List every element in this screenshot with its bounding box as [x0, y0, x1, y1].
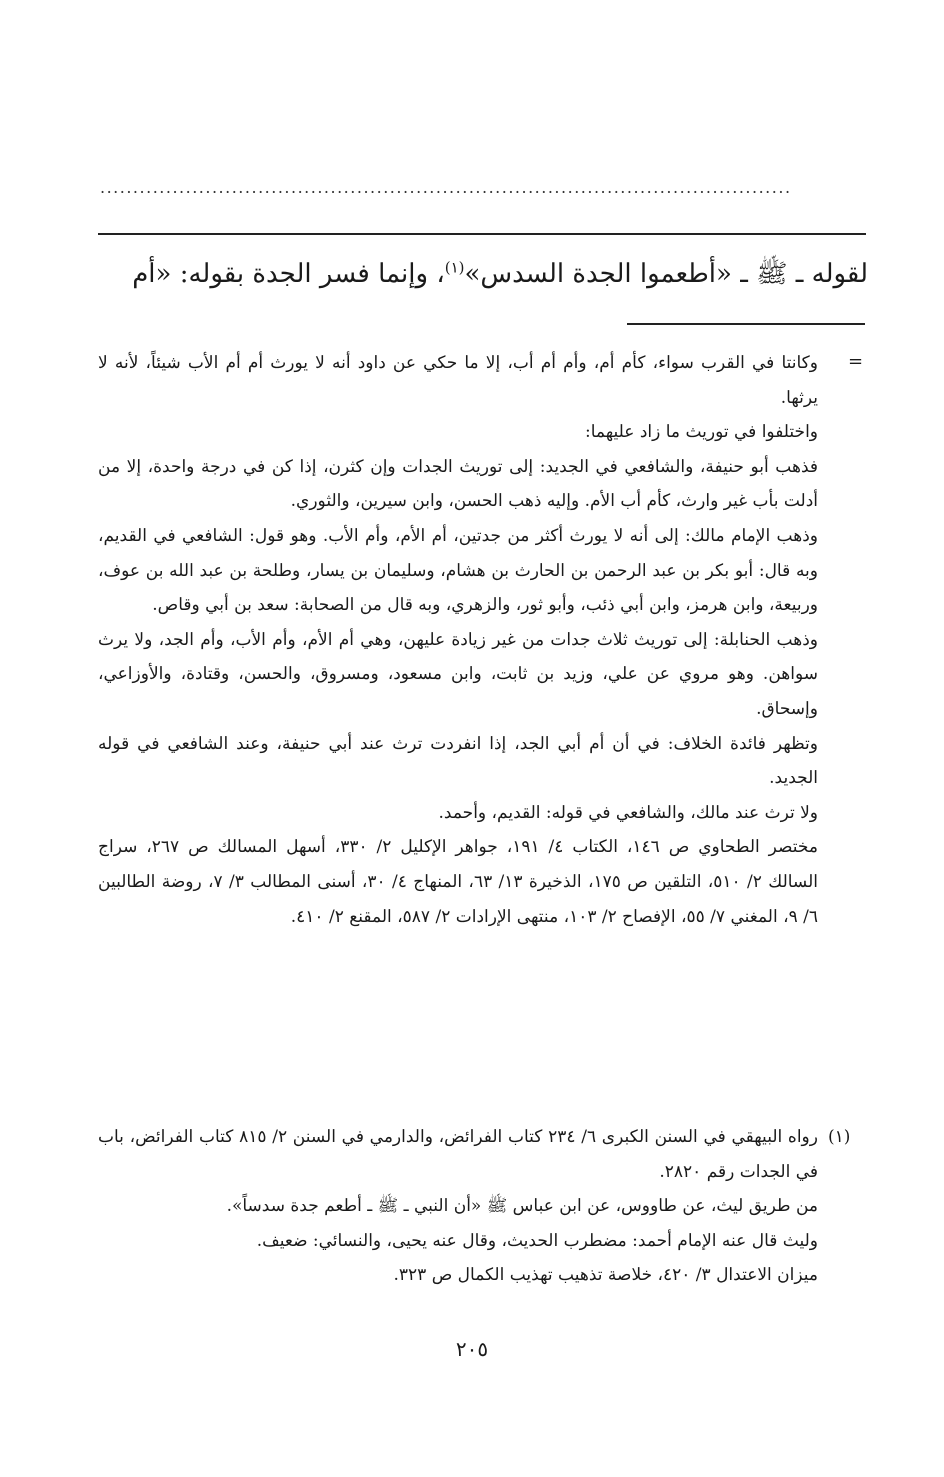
footnote-paragraph: من طريق ليث، عن طاووس، عن ابن عباس ﷺ «أن النبي ـ ﷺ ـ أطعم جدة سدساً». — [226, 1196, 818, 1217]
notes-references: مختصر الطحاوي ص ١٤٦، الكتاب ٤/ ١٩١، جواهر الإكليل ٢/ ٣٣٠، أسهل المسالك ص ٢٦٧، سراج السالك ٢/ ٥١٠، التلقين ص ١٧٥، الذخيرة ١٣/ ٦٣، المنهاج ٤/ ٣٠، أسنى المطالب ٣/ ٧، روضة الطالبين ٦/ ٩، المغني ٧/ ٥٥، الإفصاح ٢/ ١٠٣، منتهى الإرادات ٢/ ٥٨٧، المقنع ٢/ ٤١٠. — [98, 837, 819, 927]
footnote-block — [98, 1120, 818, 1293]
main-text-after: ، وإنما فسر الجدة بقوله: «أم — [132, 259, 445, 289]
main-text-line — [100, 252, 868, 296]
notes-paragraph: وتظهر فائدة الخلاف: في أن أم أبي الجد، إذا انفردت ترث عند أبي حنيفة، وعند الشافعي في قوله الجديد. — [98, 733, 818, 789]
notes-paragraph: فذهب أبو حنيفة، والشافعي في الجديد: إلى توريث الجدات وإن كثرن، إذا كن في درجة واحدة، إلا من أدلت بأب غير وارث، كأم أب الأم. وإليه ذهب الحسن، وابن سيرين، والثوري. — [98, 456, 818, 512]
footnote-paragraph: ميزان الاعتدال ٣/ ٤٢٠، خلاصة تذهيب تهذيب الكمال ص ٣٢٣. — [393, 1265, 818, 1286]
main-text-before: لقوله ـ ﷺ ـ «أطعموا الجدة السدس» — [464, 259, 868, 289]
footnote-paragraph: رواه البيهقي في السنن الكبرى ٦/ ٢٣٤ كتاب الفرائض، والدارمي في السنن ٢/ ٨١٥ كتاب الفرائض، باب في الجدات رقم ٢٨٢٠. — [98, 1127, 818, 1182]
footnote-reference: (١) — [444, 258, 465, 277]
page-number: ٢٠٥ — [455, 1337, 489, 1361]
dotted-separator: ......................................................................................................... — [100, 178, 792, 197]
notes-paragraph: وذهب الحنابلة: إلى توريث ثلاث جدات من غير زيادة عليهن، وهي أم الأم، وأم الأب، وأم الجد، ولا يرث سواهن. وهو مروي عن علي، وزيد بن ثابت، وابن مسعود، ومسروق، والحسن، وقتادة، والأوزاعي، وإسحاق. — [98, 629, 818, 719]
notes-paragraph: واختلفوا في توريث ما زاد عليهما: — [584, 422, 818, 443]
notes-paragraph: وكانتا في القرب سواء، كأم أم، وأم أم أب، إلا ما حكي عن داود أنه لا يورث أم أم الأب شيئاً، لأنه لا يرثها. — [98, 353, 818, 408]
top-rule — [98, 233, 866, 235]
notes-paragraph: وذهب الإمام مالك: إلى أنه لا يورث أكثر من جدتين، أم الأم، وأم الأب. وهو قول: الشافعي في القديم، وبه قال: أبو بكر بن عبد الرحمن بن الحارث بن هشام، وسليمان بن يسار، وطلحة بن عبد الله بن عوف، وربيعة، وابن هرمز، وابن أبي ذئب، وأبو ثور، والزهري، وبه قال من الصحابة: سعد بن أبي وقاص. — [98, 525, 818, 616]
footnote-paragraph: وليث قال عنه الإمام أحمد: مضطرب الحديث، وقال عنه يحيى، والنسائي: ضعيف. — [256, 1230, 818, 1251]
footnote-number: (١) — [828, 1127, 851, 1147]
footnote-separator-rule — [627, 323, 865, 325]
notes-continuation-block — [98, 346, 818, 934]
continuation-mark: = — [848, 351, 864, 372]
notes-paragraph: ولا ترث عند مالك، والشافعي في قوله: القديم، وأحمد. — [438, 802, 818, 823]
